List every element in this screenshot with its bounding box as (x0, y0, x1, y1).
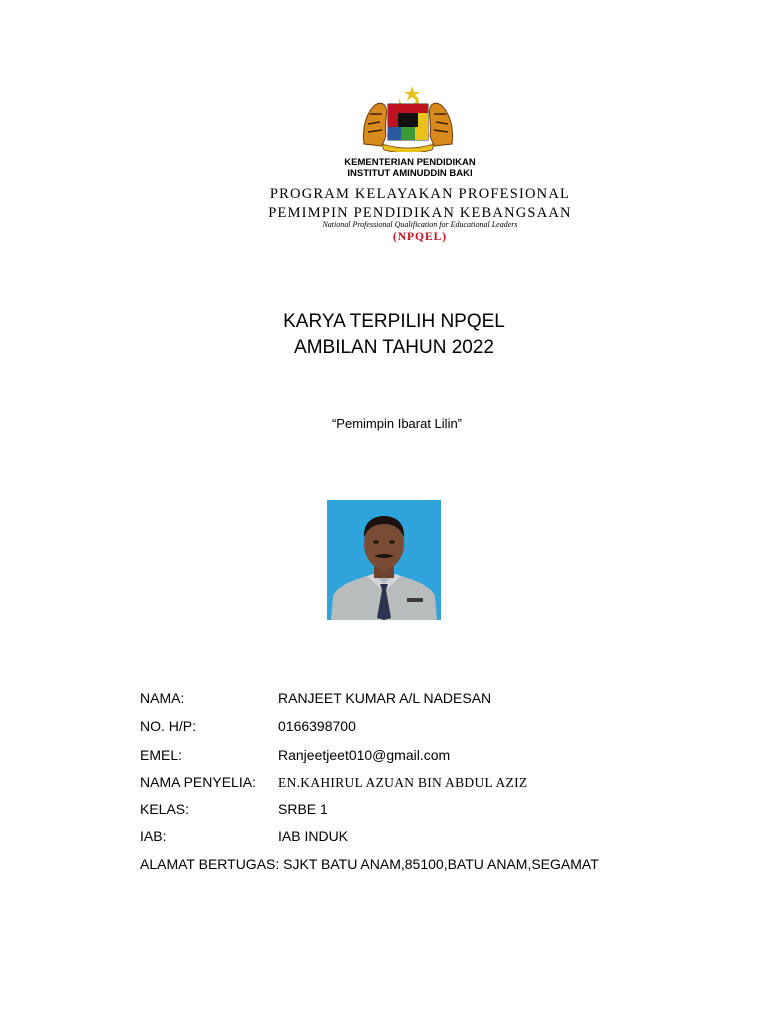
info-label: EMEL: (140, 747, 183, 763)
info-label: NO. H/P: (140, 718, 197, 734)
essay-title: “Pemimpin Ibarat Lilin” (331, 416, 463, 431)
info-row-email (140, 746, 450, 764)
portrait-photo (327, 500, 441, 620)
info-value-supervisor: EN.KAHIRUL AZUAN BIN ABDUL AZIZ (278, 775, 528, 790)
coat-of-arms-icon (360, 84, 456, 152)
info-value-email: Ranjeetjeet010@gmail.com (278, 747, 451, 763)
info-label: NAMA PENYELIA: (140, 774, 256, 790)
info-row-class (140, 800, 328, 818)
program-title-line1: PROGRAM KELAYAKAN PROFESIONAL (269, 186, 571, 202)
info-row-iab (140, 827, 348, 845)
info-label: IAB: (140, 828, 167, 844)
info-row-address (140, 855, 599, 873)
info-value-phone: 0166398700 (278, 718, 356, 734)
program-title-line2: PEMIMPIN PENDIDIKAN KEBANGSAAN (268, 205, 572, 221)
info-row-supervisor (140, 773, 527, 792)
info-label: ALAMAT BERTUGAS: (140, 856, 280, 872)
document-title-line2: AMBILAN TAHUN 2022 (294, 337, 494, 358)
info-row-nama (140, 689, 491, 707)
info-row-phone (140, 717, 356, 735)
program-title-english: National Professional Qualification for Educational Leaders (322, 220, 518, 229)
institute-name: INSTITUT AMINUDDIN BAKI (347, 168, 473, 179)
info-value-name: RANJEET KUMAR A/L NADESAN (278, 690, 492, 706)
info-value-iab: IAB INDUK (278, 828, 349, 844)
info-label: KELAS: (140, 801, 190, 817)
document-title-line1: KARYA TERPILIH NPQEL (283, 311, 505, 332)
info-value-address: SJKT BATU ANAM,85100,BATU ANAM,SEGAMAT (283, 856, 599, 872)
program-acronym: (NPQEL) (392, 231, 448, 243)
ministry-name: KEMENTERIAN PENDIDIKAN (344, 157, 476, 168)
info-value-class: SRBE 1 (278, 801, 328, 817)
info-label: NAMA: (140, 690, 185, 706)
